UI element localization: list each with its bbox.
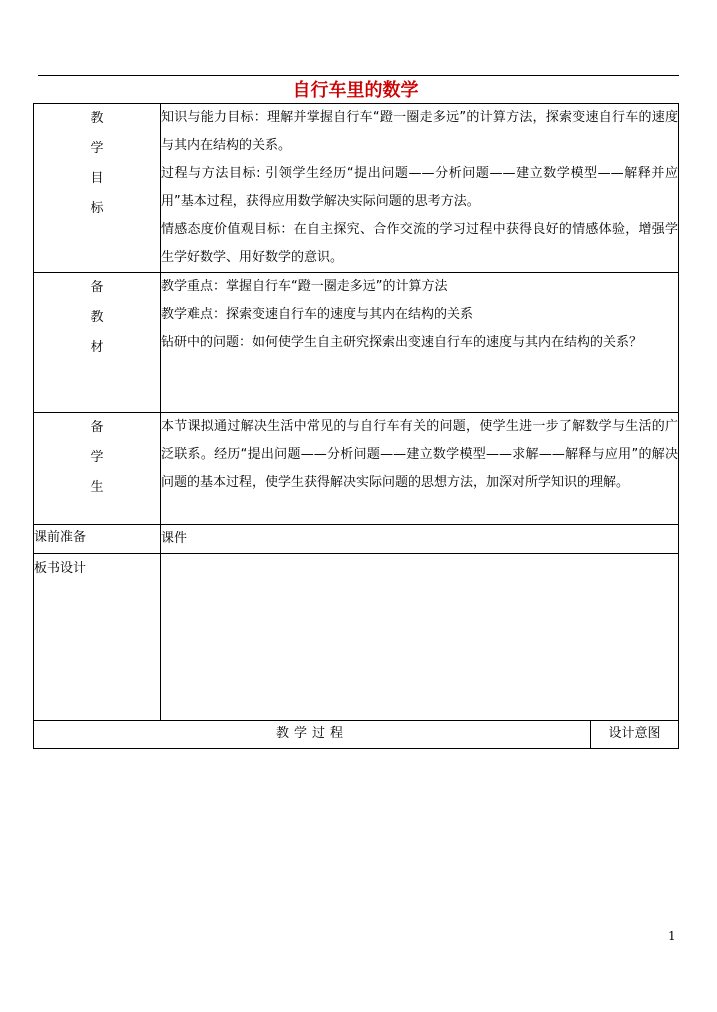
document-title: 自行车里的数学 — [292, 80, 419, 101]
objectives-label-char: 标 — [90, 201, 104, 216]
students-label — [34, 413, 161, 525]
attitude-objective: 情感态度价值观目标：在自主探究、合作交流的学习过程中获得良好的情感体验，增强学生学好数学、用好数学的意识。 — [161, 222, 679, 265]
header-rule — [38, 75, 679, 76]
materials-label — [34, 273, 161, 413]
objectives-label — [34, 104, 161, 273]
students-content — [161, 413, 679, 525]
students-label-char: 备 — [90, 420, 104, 435]
difficult-point: 教学难点：探索变速自行车的速度与其内在结构的关系 — [161, 307, 474, 322]
materials-content — [161, 273, 679, 413]
prep-row — [34, 525, 679, 554]
objectives-label-char: 目 — [90, 171, 104, 186]
process-objective: 过程与方法目标: 引领学生经历“提出问题——分析问题——建立数学模型——解释并应用”基本过程，获得应用数学解决实际问题的思考方法。 — [161, 166, 679, 209]
key-point: 教学重点：掌握自行车“蹬一圈走多远”的计算方法 — [161, 279, 448, 294]
materials-label-char: 教 — [90, 310, 104, 325]
objectives-row — [34, 104, 679, 273]
knowledge-objective: 知识与能力目标：理解并掌握自行车“蹬一圈走多远”的计算方法，探索变速自行车的速度与其内在结构的关系。 — [161, 110, 679, 153]
objectives-label-char: 教 — [90, 111, 104, 126]
process-header-row — [34, 721, 679, 749]
board-area — [161, 554, 679, 721]
materials-label-char: 材 — [90, 340, 104, 355]
materials-row — [34, 273, 679, 413]
students-label-char: 学 — [90, 450, 104, 465]
materials-label-char: 备 — [90, 280, 104, 295]
prep-label: 课前准备 — [34, 525, 161, 554]
prep-value: 课件 — [161, 525, 679, 554]
research-question: 钻研中的问题：如何使学生自主研究探索出变速自行车的速度与其内在结构的关系？ — [161, 335, 643, 350]
board-row — [34, 554, 679, 721]
design-intent-label: 设计意图 — [591, 721, 679, 749]
students-paragraph: 本节课拟通过解决生活中常见的与自行车有关的问题，使学生进一步了解数学与生活的广泛联系。经历“提出问题——分析问题——建立数学模型——求解——解释与应用”的解决问题的基本过程，使学生获得解决实际问题的思想方法，加深对所学知识的理解。 — [161, 419, 679, 490]
board-label: 板书设计 — [34, 554, 161, 721]
page-number: 1 — [668, 929, 676, 943]
objectives-label-char: 学 — [90, 141, 104, 156]
lesson-plan-table — [33, 103, 679, 749]
students-row — [34, 413, 679, 525]
process-label: 教学过程 — [34, 721, 591, 749]
objectives-content — [161, 104, 679, 273]
students-label-char: 生 — [90, 480, 104, 495]
